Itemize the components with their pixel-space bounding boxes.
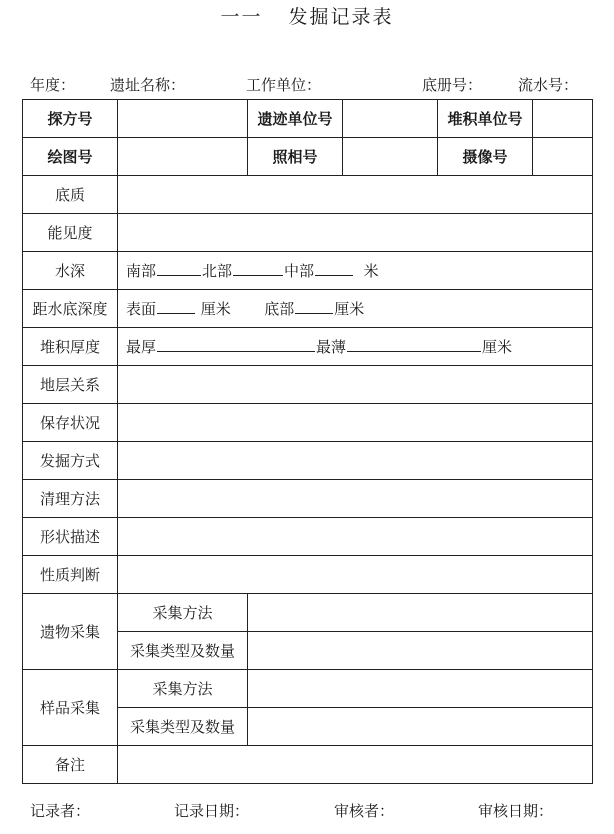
stratigraphy-label: 地层关系: [23, 366, 118, 404]
soil-field[interactable]: [118, 176, 593, 214]
sample-method-label: 采集方法: [118, 670, 248, 708]
middle-label: 中部: [284, 262, 315, 280]
thinnest-label: 最薄: [316, 338, 347, 356]
reviewer-label: 审核者：: [334, 802, 395, 820]
table-row: [23, 100, 593, 138]
sample-method-field[interactable]: [248, 670, 593, 708]
recorder-label: 记录者：: [30, 802, 91, 820]
bottom-label: 底部: [264, 300, 295, 318]
excavation-method-label: 发掘方式: [23, 442, 118, 480]
artifact-method-field[interactable]: [248, 594, 593, 632]
table-row: [23, 670, 593, 708]
remarks-field[interactable]: [118, 746, 593, 784]
shape-description-field[interactable]: [118, 518, 593, 556]
water-depth-field[interactable]: [118, 252, 593, 290]
table-row: [23, 480, 593, 518]
table-row: [23, 594, 593, 632]
feature-no-field[interactable]: [343, 100, 438, 138]
preservation-label: 保存状况: [23, 404, 118, 442]
blank-line: [295, 299, 333, 314]
year-label: 年度：: [30, 76, 76, 94]
pit-no-label: 探方号: [23, 100, 118, 138]
visibility-field[interactable]: [118, 214, 593, 252]
photo-no-field[interactable]: [343, 138, 438, 176]
pit-no-field[interactable]: [118, 100, 248, 138]
cleaning-method-field[interactable]: [118, 480, 593, 518]
nature-judgement-field[interactable]: [118, 556, 593, 594]
title-text: 发掘记录表: [288, 6, 394, 28]
site-name-label: 遗址名称：: [110, 76, 186, 94]
video-no-label: 摄像号: [438, 138, 533, 176]
surface-label: 表面: [126, 300, 157, 318]
water-depth-label: 水深: [23, 252, 118, 290]
table-row: [23, 442, 593, 480]
artifact-collection-label: 遗物采集: [23, 594, 118, 670]
sample-collection-label: 样品采集: [23, 670, 118, 746]
blank-line: [233, 261, 283, 276]
serial-no-label: 流水号：: [518, 76, 579, 94]
depth-to-bottom-field[interactable]: [118, 290, 593, 328]
artifact-types-label: 采集类型及数量: [118, 632, 248, 670]
work-unit-label: 工作单位：: [246, 76, 322, 94]
sample-types-field[interactable]: [248, 708, 593, 746]
meter-unit: 米: [363, 262, 379, 280]
sample-types-label: 采集类型及数量: [118, 708, 248, 746]
preservation-field[interactable]: [118, 404, 593, 442]
record-date-label: 记录日期：: [174, 802, 250, 820]
table-row: [23, 366, 593, 404]
excavation-record-table: [22, 99, 593, 784]
feature-no-label: 遗迹单位号: [248, 100, 343, 138]
thickness-label: 堆积厚度: [23, 328, 118, 366]
north-label: 北部: [202, 262, 233, 280]
table-row: [23, 176, 593, 214]
drawing-no-label: 绘图号: [23, 138, 118, 176]
cm-unit: 厘米: [334, 300, 365, 318]
title-number: 一一: [220, 6, 263, 28]
drawing-no-field[interactable]: [118, 138, 248, 176]
table-row: [23, 328, 593, 366]
depth-to-bottom-label: 距水底深度: [23, 290, 118, 328]
table-row: [23, 214, 593, 252]
visibility-label: 能见度: [23, 214, 118, 252]
stratigraphy-field[interactable]: [118, 366, 593, 404]
video-no-field[interactable]: [533, 138, 593, 176]
review-date-label: 审核日期：: [478, 802, 554, 820]
photo-no-label: 照相号: [248, 138, 343, 176]
deposit-no-label: 堆积单位号: [438, 100, 533, 138]
nature-judgement-label: 性质判断: [23, 556, 118, 594]
excavation-method-field[interactable]: [118, 442, 593, 480]
cm-unit: 厘米: [200, 300, 231, 318]
table-row: [23, 556, 593, 594]
cm-unit: 厘米: [482, 338, 513, 356]
footer-fields: [0, 800, 614, 820]
register-no-label: 底册号：: [422, 76, 483, 94]
deposit-no-field[interactable]: [533, 100, 593, 138]
table-row: [23, 404, 593, 442]
table-row: [23, 518, 593, 556]
remarks-label: 备注: [23, 746, 118, 784]
blank-line: [347, 337, 481, 352]
blank-line: [315, 261, 353, 276]
artifact-method-label: 采集方法: [118, 594, 248, 632]
table-row: [23, 138, 593, 176]
blank-line: [157, 337, 315, 352]
artifact-types-field[interactable]: [248, 632, 593, 670]
header-fields: [0, 74, 614, 94]
blank-line: [157, 299, 195, 314]
south-label: 南部: [126, 262, 157, 280]
soil-label: 底质: [23, 176, 118, 214]
blank-line: [157, 261, 201, 276]
thickness-field[interactable]: [118, 328, 593, 366]
table-row: [23, 746, 593, 784]
table-row: [23, 252, 593, 290]
thickest-label: 最厚: [126, 338, 157, 356]
table-row: [23, 290, 593, 328]
cleaning-method-label: 清理方法: [23, 480, 118, 518]
shape-description-label: 形状描述: [23, 518, 118, 556]
page-title: [0, 2, 614, 29]
